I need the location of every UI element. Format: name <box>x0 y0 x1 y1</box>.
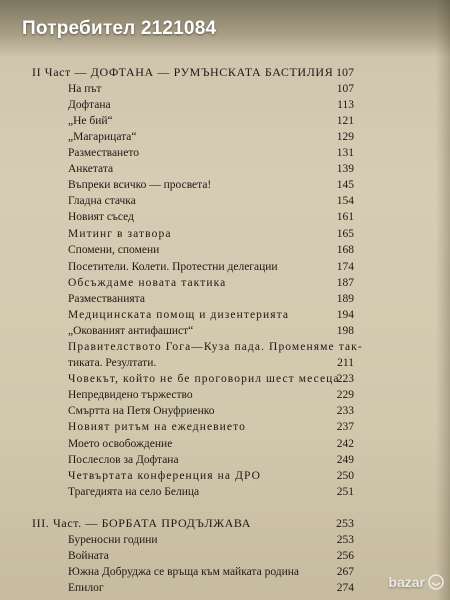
toc-page-number: 253 <box>336 516 354 530</box>
toc-entry <box>0 403 450 419</box>
toc-entry <box>0 371 450 387</box>
user-watermark: Потребител 2121084 <box>22 18 217 39</box>
toc-entry-title: III. Част. — БОРБАТА ПРОДЪЛЖАВА <box>32 516 251 530</box>
toc-entry <box>0 564 450 580</box>
toc-page-number: 229 <box>336 389 354 401</box>
toc-page-number: 233 <box>336 405 354 417</box>
toc-entry-title: „Окованият антифашист“ <box>68 325 194 337</box>
toc-page-number: 249 <box>336 454 354 466</box>
toc-entry-title: Новият ритъм на ежедневието <box>68 421 246 433</box>
toc-entry <box>0 484 450 500</box>
toc-page-number: 113 <box>337 99 354 111</box>
toc-entry-title: Южна Добруджа се връща към майката родина <box>68 566 300 578</box>
toc-entry <box>0 307 450 323</box>
toc-entry <box>0 387 450 403</box>
toc-entry <box>0 145 450 161</box>
toc-entry-title: II Част — ДОФТАНА — РУМЪНСКАТА БАСТИЛИЯ <box>32 65 334 79</box>
toc-page-number: 189 <box>336 293 354 305</box>
toc-entry <box>0 97 450 113</box>
toc-page-number: 256 <box>336 550 354 562</box>
toc-page-number: 250 <box>336 470 354 482</box>
toc-entry-title: Въпреки всичко — просвета! <box>68 179 212 191</box>
toc-part-heading <box>0 64 450 80</box>
toc-entry <box>0 129 450 145</box>
toc-page-number: 139 <box>336 163 354 175</box>
toc-entry-title: На път <box>68 83 102 95</box>
toc-entry <box>0 468 450 484</box>
toc-entry <box>0 323 450 339</box>
toc-entry <box>0 275 450 291</box>
toc-entry <box>0 226 450 242</box>
toc-entry-title: Моето освобождение <box>68 438 173 450</box>
toc-entry <box>0 419 450 435</box>
toc-page-number: 194 <box>336 309 354 321</box>
toc-page-number: 107 <box>336 83 354 95</box>
toc-page-number: 242 <box>336 438 354 450</box>
toc-page-number: 211 <box>337 357 354 369</box>
toc-entry <box>0 452 450 468</box>
toc-page-number: 253 <box>336 534 354 546</box>
toc-entry <box>0 580 450 596</box>
toc-page-number: 165 <box>336 228 354 240</box>
toc-entry-title: Четвъртата конференция на ДРО <box>68 470 262 482</box>
toc-entry <box>0 355 450 371</box>
toc-entry <box>0 113 450 129</box>
toc-entry-title: Смъртта на Петя Онуфриенко <box>68 405 215 417</box>
toc-part-heading <box>0 515 450 531</box>
toc-page-number: 223 <box>336 373 354 385</box>
toc-entry-title: Спомени, спомени <box>68 244 160 256</box>
toc-entry-title: Посетители. Колети. Протестни делегации <box>68 261 278 273</box>
toc-entry-title: „Не бий“ <box>68 115 113 127</box>
toc-page-number: 267 <box>336 566 354 578</box>
toc-page-number: 174 <box>336 261 354 273</box>
toc-entry <box>0 291 450 307</box>
toc-entry-title: Гладна стачка <box>68 195 136 207</box>
toc-entry-title: „Магарицата“ <box>68 131 137 143</box>
toc-entry <box>0 532 450 548</box>
toc-entry <box>0 177 450 193</box>
toc-page-number: 274 <box>336 582 354 594</box>
toc-page-number: 107 <box>336 65 354 79</box>
toc-page-number: 161 <box>336 211 354 223</box>
toc-entry <box>0 193 450 209</box>
toc-entry-title: Разместванията <box>68 293 145 305</box>
bazar-logo <box>388 574 444 590</box>
toc-entry-title: Послеслов за Дофтана <box>68 454 179 466</box>
toc-entry-title: Войната <box>68 550 109 562</box>
toc-page-number: 198 <box>336 325 354 337</box>
toc-page-number: 145 <box>336 179 354 191</box>
toc-entry <box>0 81 450 97</box>
toc-page-number: 154 <box>336 195 354 207</box>
toc-page-number: 129 <box>336 131 354 143</box>
toc-entry-title: Дофтана <box>68 99 111 111</box>
toc-entry-title: Новият съсед <box>68 211 134 223</box>
toc-entry-title: Разместването <box>68 147 139 159</box>
toc-page-number: 131 <box>336 147 354 159</box>
toc-entry-title: Непредвидено тържество <box>68 389 193 401</box>
toc-entry-title: Епилог <box>68 582 104 594</box>
toc-page-number: 251 <box>336 486 354 498</box>
toc-entry <box>0 161 450 177</box>
toc-page-number: 187 <box>336 277 354 289</box>
toc-entry <box>0 339 450 355</box>
toc-entry-title: Буреносни години <box>68 534 158 546</box>
toc-page-number: 168 <box>336 244 354 256</box>
toc-entry <box>0 548 450 564</box>
toc-entry <box>0 209 450 225</box>
bazar-logo-text: bazar <box>388 574 425 590</box>
toc-page-number: 121 <box>336 115 354 127</box>
toc-entry-title: Медицинската помощ и дизентерията <box>68 309 290 321</box>
toc-entry-title: Обсъждаме новата тактика <box>68 277 227 289</box>
toc-entry <box>0 436 450 452</box>
toc-entry-title: Човекът, който не бе проговорил шест месеца <box>68 373 340 385</box>
toc-entry <box>0 242 450 258</box>
toc-entry-title: Правителството Гога—Куза пада. Променяме так- <box>68 341 363 353</box>
toc-entry-title: Анкетата <box>68 163 114 175</box>
toc-entry <box>0 259 450 275</box>
smile-icon <box>428 574 444 590</box>
toc-entry-title: Трагедията на село Белица <box>68 486 200 498</box>
toc-page-number: 237 <box>336 421 354 433</box>
toc-entry-title: Митинг в затвора <box>68 228 172 240</box>
toc-entry-title: тиката. Резултати. <box>68 357 157 369</box>
